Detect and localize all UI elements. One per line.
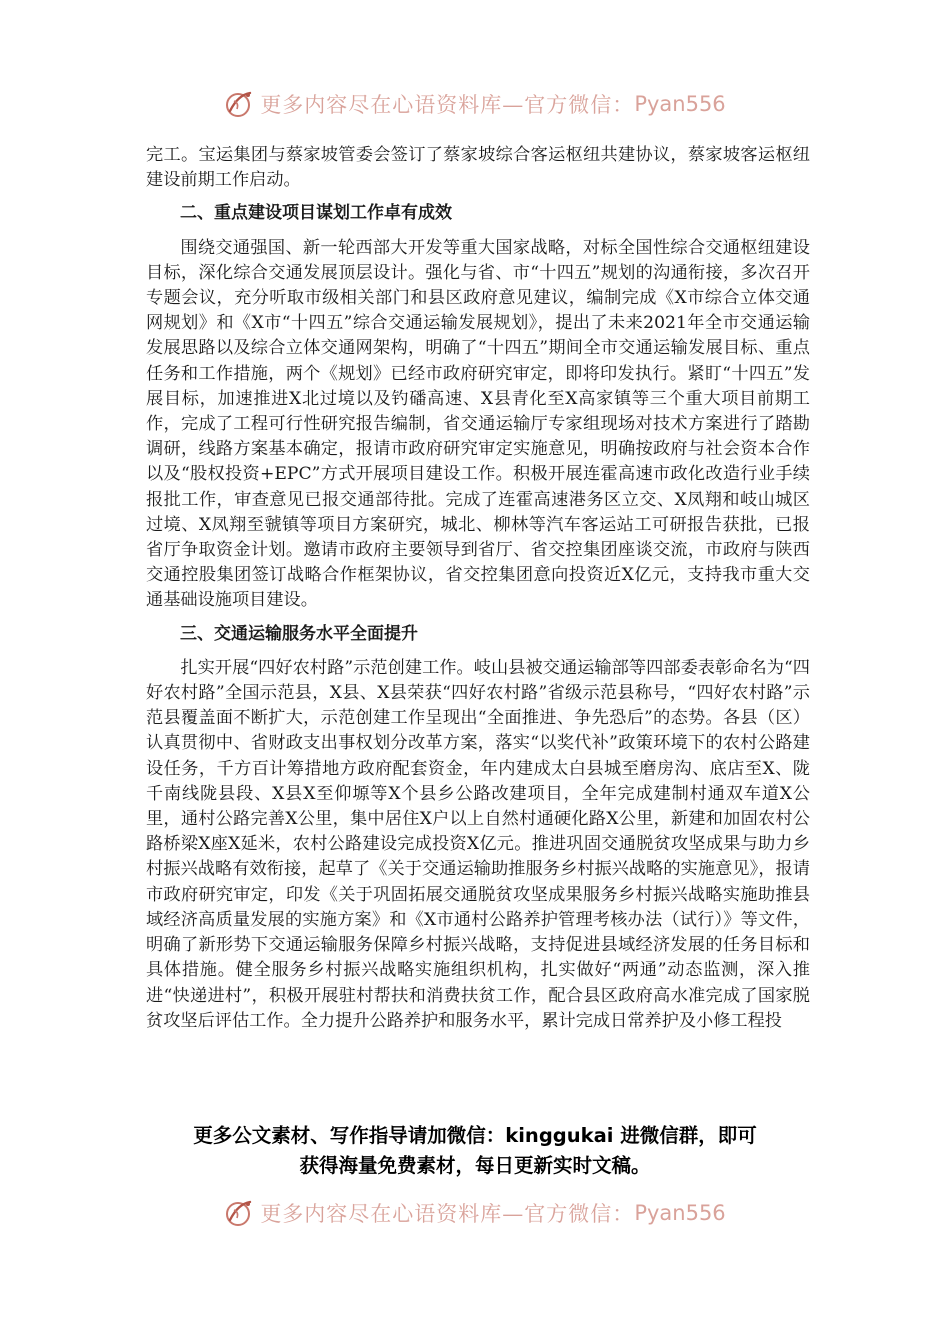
logo-icon: [224, 89, 254, 119]
section-2-paragraph: 围绕交通强国、新一轮西部大开发等重大国家战略，对标全国性综合交通枢纽建设目标，深化综合交通发展顶层设计。强化与省、市“十四五”规划的沟通衔接，多次召开专题会议，充分听取市级相关部门和县区政府意见建议，编制完成《X市综合立体交通网规划》和《X市“十四五”综合交通运输发展规划》，提出了未来2021年全市交通运输发展思路以及综合立体交通网架构，明确了“十四五”期间全市交通运输发展目标、重点任务和工作措施，两个《规划》已经市政府研究审定，即将印发执行。紧盯“十四五”发展目标，加速推进X北过境以及钓磻高速、X县青化至X高家镇等三个重大项目前期工作，完成了工程可行性研究报告编制，省交通运输厅专家组现场对技术方案进行了踏勘调研，线路方案基本确定，报请市政府研究审定实施意见，明确按政府与社会资本合作以及“股权投资+EPC”方式开展项目建设工作。积极开展连霍高速市政化改造行业手续报批工作，审查意见已报交通部待批。完成了连霍高速港务区立交、X凤翔和岐山城区过境、X凤翔至虢镇等项目方案研究，城北、柳林等汽车客运站工可研报告获批，已报省厅争取资金计划。邀请市政府主要领导到省厅、省交控集团座谈交流，市政府与陕西交通控股集团签订战略合作框架协议，省交控集团意向投资近X亿元，支持我市重大交通基础设施项目建设。: [146, 237, 810, 611]
section-2-heading: 二、重点建设项目谋划工作卓有成效: [180, 203, 452, 224]
section-3-heading: 三、交通运输服务水平全面提升: [180, 623, 418, 644]
watermark-text: 更多内容尽在心语资料库—官方微信：: [260, 93, 635, 117]
watermark-id: Pyan556: [634, 92, 726, 116]
logo-icon: [224, 1198, 254, 1228]
promo-line-1: 更多公文素材、写作指导请加微信：kinggukai 进微信群，即可: [193, 1124, 757, 1147]
watermark-id: Pyan556: [634, 1201, 726, 1225]
section-3-paragraph: 扎实开展“四好农村路”示范创建工作。岐山县被交通运输部等四部委表彰命名为“四好农村路”全国示范县，X县、X县荣获“四好农村路”省级示范县称号，“四好农村路”示范县覆盖面不断扩大，示范创建工作呈现出“全面推进、争先恐后”的态势。各县（区）认真贯彻中、省财政支出事权划分改革方案，落实“以奖代补”政策环境下的农村公路建设任务，千方百计筹措地方政府配套资金，年内建成太白县城至磨房沟、底店至X、陇千南线陇县段、X县X至仰塬等X个县乡公路改建项目，全年完成建制村通双车道X公里，通村公路完善X公里，集中居住X户以上自然村通硬化路X公里，新建和加固农村公路桥梁X座X延米，农村公路建设完成投资X亿元。推进巩固交通脱贫攻坚成果与助力乡村振兴战略有效衔接，起草了《关于交通运输助推服务乡村振兴战略的实施意见》，报请市政府研究审定，印发《关于巩固拓展交通脱贫攻坚成果服务乡村振兴战略实施助推县域经济高质量发展的实施方案》和《X市通村公路养护管理考核办法（试行）》等文件，明确了新形势下交通运输服务保障乡村振兴战略，支持促进县域经济发展的任务目标和具体措施。健全服务乡村振兴战略实施组织机构，扎实做好“两通”动态监测，深入推进“快递进村”，积极开展驻村帮扶和消费扶贫工作，配合县区政府高水准完成了国家脱贫攻坚后评估工作。全力提升公路养护和服务水平，累计完成日常养护及小修工程投: [146, 657, 810, 1031]
watermark-footer: [0, 1193, 950, 1233]
watermark-header: [0, 84, 950, 124]
promo-banner: [140, 1121, 810, 1181]
watermark-text: 更多内容尽在心语资料库—官方微信：: [260, 1202, 635, 1226]
promo-line-2: 获得海量免费素材，每日更新实时文稿。: [299, 1154, 651, 1177]
document-body: [146, 143, 810, 1034]
intro-paragraph: 完工。宝运集团与蔡家坡管委会签订了蔡家坡综合客运枢纽共建协议，蔡家坡客运枢纽建设前期工作启动。: [146, 145, 810, 191]
